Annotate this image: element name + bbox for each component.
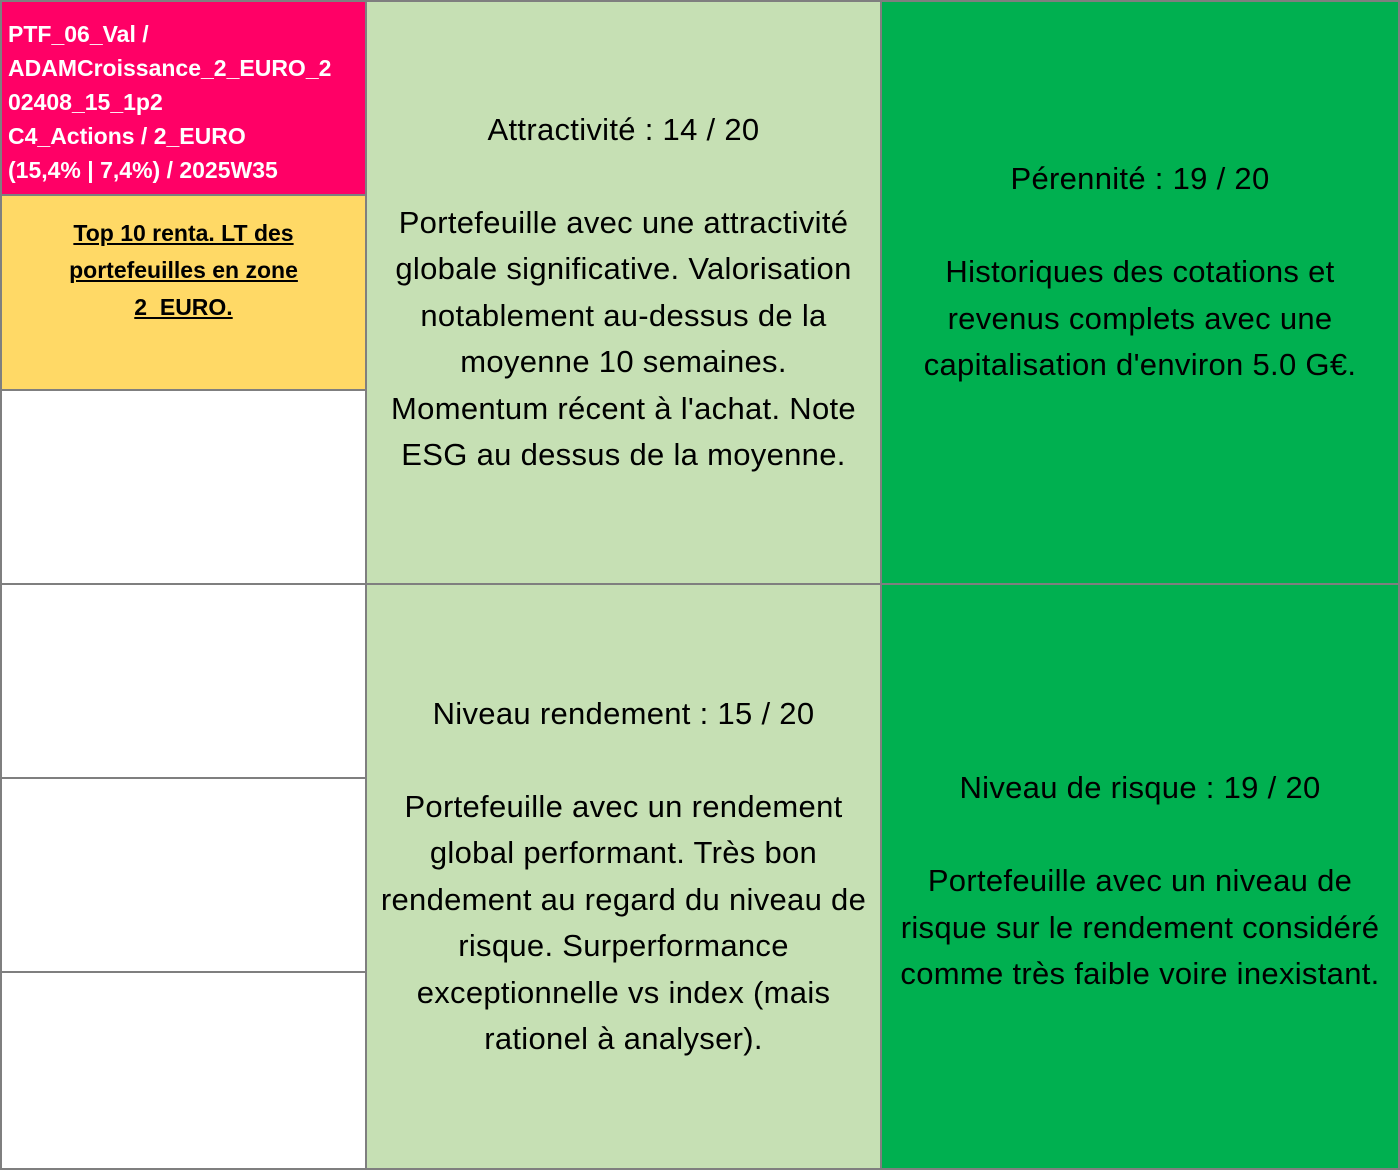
portfolio-title-line: 02408_15_1p2	[8, 89, 163, 115]
risque-cell	[882, 585, 1398, 1168]
risque-description: Portefeuille avec un niveau de risque sur le rendement considéré comme très faible voire inexistant.	[900, 863, 1380, 992]
empty-cell	[2, 779, 365, 971]
ranking-text	[69, 215, 298, 371]
attractivite-description: Portefeuille avec une attractivité globale significative. Valorisation notablement au-dessus de la moyenne 10 semaines. Momentum récent à l'achat. Note ESG au dessus de la moyenne.	[391, 204, 856, 472]
rendement-heading: Niveau rendement : 15 / 20	[432, 695, 815, 731]
portfolio-title-line: C4_Actions / 2_EURO	[8, 123, 246, 149]
empty-cell	[2, 391, 365, 583]
portfolio-title-cell	[2, 2, 365, 194]
portfolio-title-line: (15,4% | 7,4%) / 2025W35	[8, 157, 278, 183]
ranking-line: 2_EURO.	[134, 293, 233, 320]
rendement-cell	[367, 585, 880, 1168]
portfolio-title-line: PTF_06_Val /	[8, 21, 149, 47]
empty-cell	[2, 973, 365, 1168]
perennite-heading: Pérennité : 19 / 20	[1010, 161, 1270, 197]
portfolio-title-line: ADAMCroissance_2_EURO_2	[8, 55, 332, 81]
attractivite-heading: Attractivité : 14 / 20	[487, 111, 760, 147]
ranking-cell	[2, 196, 365, 389]
ranking-line: Top 10 renta. LT des	[73, 219, 294, 246]
risque-heading: Niveau de risque : 19 / 20	[959, 770, 1321, 806]
empty-cell	[2, 585, 365, 777]
perennite-cell	[882, 2, 1398, 583]
rendement-description: Portefeuille avec un rendement global performant. Très bon rendement au regard du niveau de risque. Surperformance exceptionnelle vs index (mais rationel à analyser).	[380, 788, 867, 1056]
ranking-line: portefeuilles en zone	[69, 256, 298, 283]
attractivite-cell	[367, 2, 880, 583]
perennite-description: Historiques des cotations et revenus complets avec une capitalisation d'environ 5.0 G€.	[923, 254, 1357, 383]
